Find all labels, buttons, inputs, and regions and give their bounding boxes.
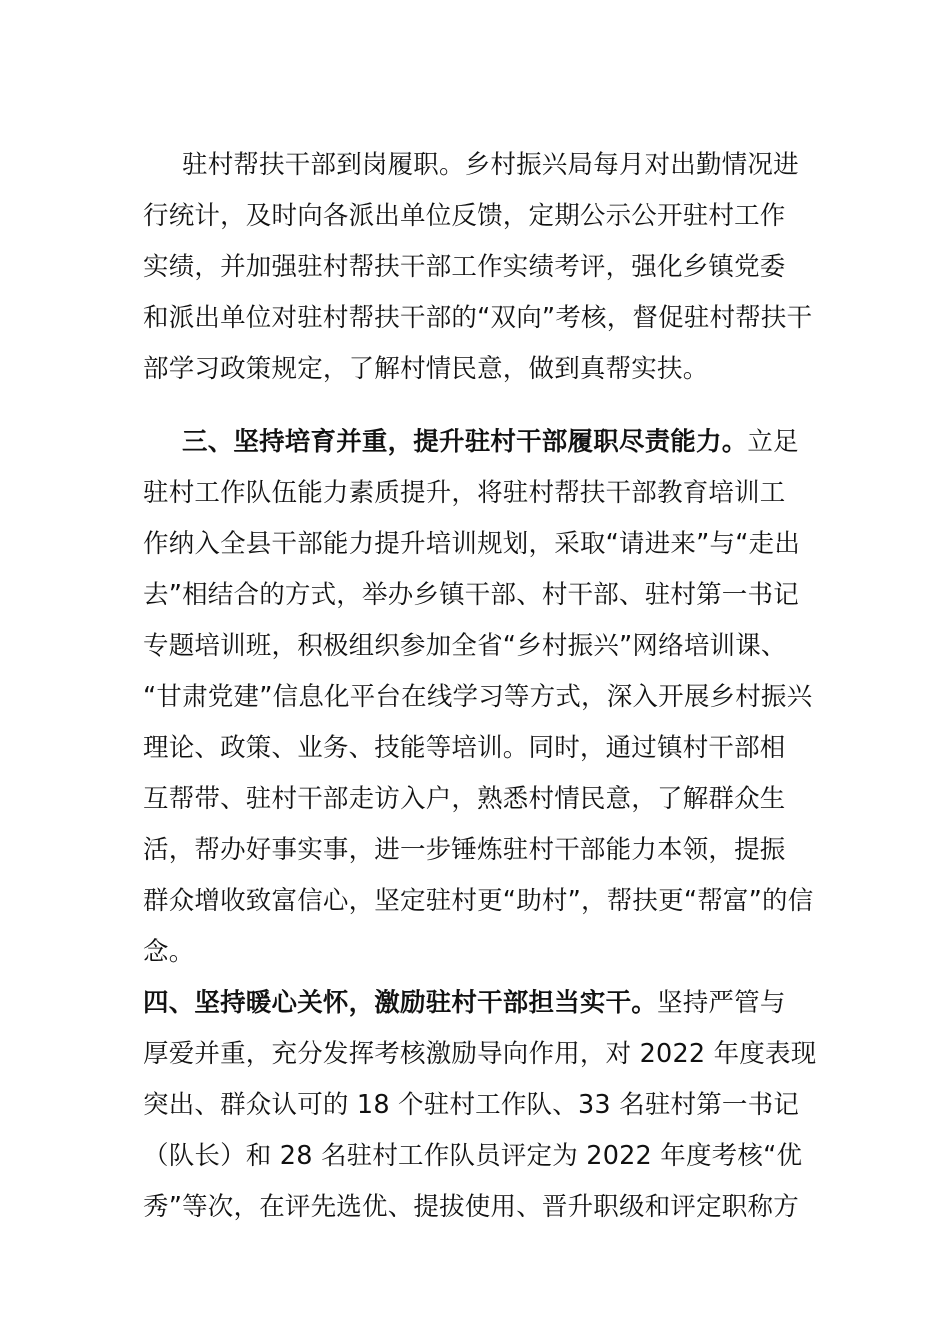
section-heading: 三、坚持培育并重，提升驻村干部履职尽责能力。 [182,427,748,457]
paragraph-line: 驻村工作队伍能力素质提升，将驻村帮扶干部教育培训工 [143,478,786,508]
paragraph-line: 部学习政策规定，了解村情民意，做到真帮实扶。 [143,354,709,384]
paragraph-line: “甘肃党建”信息化平台在线学习等方式，深入开展乡村振兴 [143,682,813,712]
paragraph-line: 念。 [143,937,195,967]
paragraph-line: 驻村帮扶干部到岗履职。乡村振兴局每月对出勤情况进 [182,150,799,180]
paragraph-line: 作纳入全县干部能力提升培训规划，采取“请进来”与“走出 [143,529,801,559]
paragraph-line: 互帮带、驻村干部走访入户，熟悉村情民意，了解群众生 [143,784,786,814]
paragraph-line: 专题培训班，积极组织参加全省“乡村振兴”网络培训课、 [143,631,787,661]
paragraph-line: 实绩，并加强驻村帮扶干部工作实绩考评，强化乡镇党委 [143,252,786,282]
paragraph-line: 和派出单位对驻村帮扶干部的“双向”考核，督促驻村帮扶干 [143,303,813,333]
paragraph-line: 去”相结合的方式，举办乡镇干部、村干部、驻村第一书记 [143,580,799,610]
paragraph-line: 厚爱并重，充分发挥考核激励导向作用，对 2022 年度表现 [143,1039,817,1069]
section-heading-line: 四、坚持暖心关怀，激励驻村干部担当实干。坚持严管与 [143,988,786,1018]
paragraph-line: 群众增收致富信心，坚定驻村更“助村”，帮扶更“帮富”的信 [143,886,814,916]
paragraph-line: 秀”等次，在评先选优、提拔使用、晋升职级和评定职称方 [143,1192,799,1222]
paragraph-line: 活，帮办好事实事，进一步锤炼驻村干部能力本领，提振 [143,835,786,865]
section-heading: 四、坚持暖心关怀，激励驻村干部担当实干。 [143,988,658,1018]
paragraph-line: （队长）和 28 名驻村工作队员评定为 2022 年度考核“优 [143,1141,803,1171]
section-heading-line: 三、坚持培育并重，提升驻村干部履职尽责能力。立足 [182,427,799,457]
paragraph-line: 理论、政策、业务、技能等培训。同时，通过镇村干部相 [143,733,786,763]
paragraph-line: 突出、群众认可的 18 个驻村工作队、33 名驻村第一书记 [143,1090,800,1120]
paragraph-line: 行统计，及时向各派出单位反馈，定期公示公开驻村工作 [143,201,786,231]
